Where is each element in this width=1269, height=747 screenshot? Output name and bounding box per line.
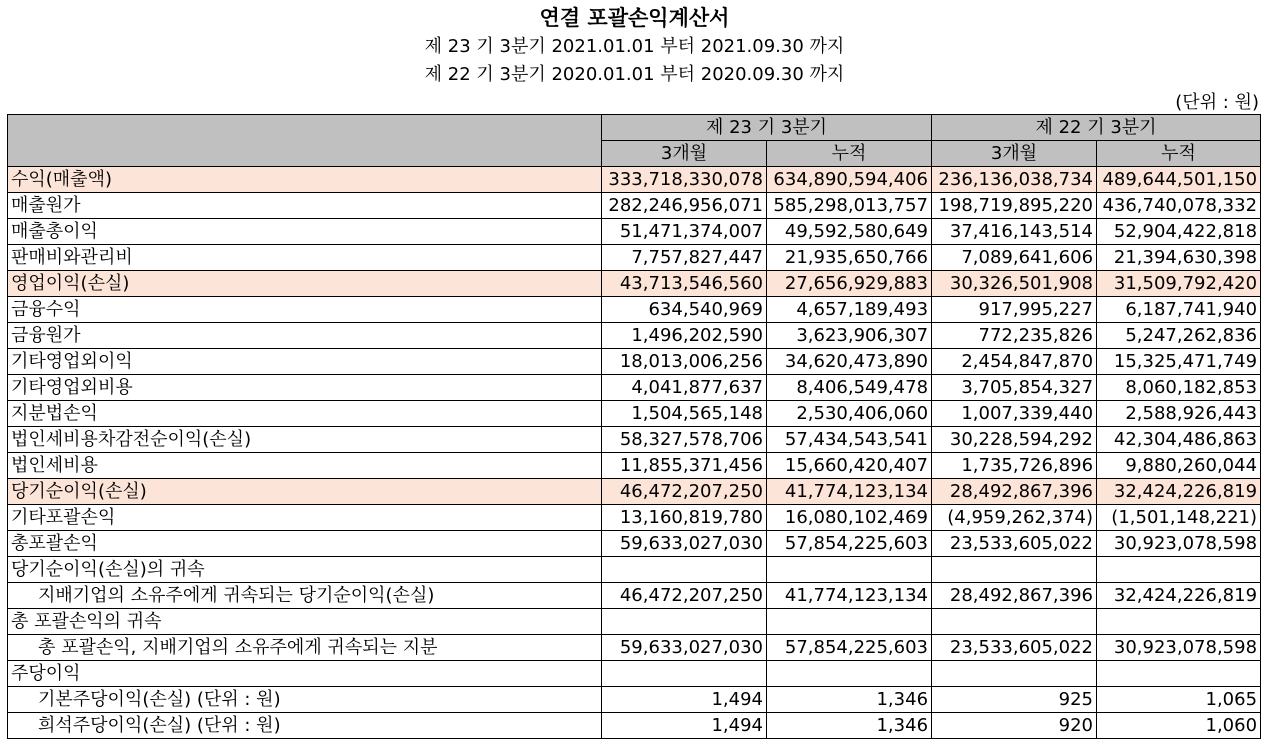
row-value: 634,540,969 [602,297,767,323]
row-value: 30,923,078,598 [1097,531,1261,557]
row-value: 13,160,819,780 [602,505,767,531]
row-value: 57,854,225,603 [767,635,932,661]
row-value: 2,454,847,870 [932,349,1097,375]
row-value: 6,187,741,940 [1097,297,1261,323]
row-label: 매출총이익 [8,219,602,245]
row-label: 법인세비용차감전순이익(손실) [8,427,602,453]
row-label: 수익(매출액) [8,167,602,193]
row-value: 59,633,027,030 [602,531,767,557]
table-row [8,245,1261,271]
row-value: 11,855,371,456 [602,453,767,479]
row-value [602,661,767,687]
row-value: 1,060 [1097,713,1261,739]
row-value: 21,935,650,766 [767,245,932,271]
row-value: 21,394,630,398 [1097,245,1261,271]
row-value: 585,298,013,757 [767,193,932,219]
row-value: 7,757,827,447 [602,245,767,271]
row-value [1097,661,1261,687]
row-value: 46,472,207,250 [602,479,767,505]
row-value: 1,346 [767,687,932,713]
row-label: 지배기업의 소유주에게 귀속되는 당기순이익(손실) [8,583,602,609]
row-value: 49,592,580,649 [767,219,932,245]
row-label: 기타영업외비용 [8,375,602,401]
row-label: 총 포괄손익의 귀속 [8,609,602,635]
row-value: 34,620,473,890 [767,349,932,375]
row-value: 32,424,226,819 [1097,583,1261,609]
table-row [8,401,1261,427]
row-value [767,609,932,635]
header-cumulative: 누적 [767,141,932,167]
row-value: 2,530,406,060 [767,401,932,427]
row-value: 59,633,027,030 [602,635,767,661]
row-value: 917,995,227 [932,297,1097,323]
row-value: 15,325,471,749 [1097,349,1261,375]
row-value: 28,492,867,396 [932,479,1097,505]
row-label: 희석주당이익(손실) (단위 : 원) [8,713,602,739]
row-value: 28,492,867,396 [932,583,1097,609]
row-label: 매출원가 [8,193,602,219]
table-row [8,479,1261,505]
income-statement-table [7,114,1261,739]
table-row [8,661,1261,687]
row-value: 1,496,202,590 [602,323,767,349]
row-value: 46,472,207,250 [602,583,767,609]
row-value: 1,735,726,896 [932,453,1097,479]
row-value: 333,718,330,078 [602,167,767,193]
row-value: 282,246,956,071 [602,193,767,219]
row-value: 57,434,543,541 [767,427,932,453]
row-value: 41,774,123,134 [767,583,932,609]
row-label: 기본주당이익(손실) (단위 : 원) [8,687,602,713]
table-row [8,713,1261,739]
table-row [8,687,1261,713]
row-value: 3,623,906,307 [767,323,932,349]
row-value: 15,660,420,407 [767,453,932,479]
row-label: 기타포괄손익 [8,505,602,531]
row-value: 18,013,006,256 [602,349,767,375]
table-row [8,167,1261,193]
header-current-period: 제 23 기 3분기 [602,115,932,141]
row-value: 30,326,501,908 [932,271,1097,297]
row-value: 436,740,078,332 [1097,193,1261,219]
row-label: 기타영업외이익 [8,349,602,375]
row-value [602,557,767,583]
row-value: 27,656,929,883 [767,271,932,297]
row-value: 1,007,339,440 [932,401,1097,427]
row-value: 925 [932,687,1097,713]
row-label: 금융수익 [8,297,602,323]
table-row [8,609,1261,635]
row-value: 41,774,123,134 [767,479,932,505]
row-label: 당기순이익(손실)의 귀속 [8,557,602,583]
row-value: 489,644,501,150 [1097,167,1261,193]
label-header [8,115,602,167]
row-value [932,557,1097,583]
row-value [932,609,1097,635]
row-value: 51,471,374,007 [602,219,767,245]
row-value: 3,705,854,327 [932,375,1097,401]
row-value [767,661,932,687]
row-value: 8,406,549,478 [767,375,932,401]
statement-title: 연결 포괄손익계산서 [539,6,730,30]
row-value: 23,533,605,022 [932,531,1097,557]
row-value: 8,060,182,853 [1097,375,1261,401]
table-row [8,635,1261,661]
table-row [8,297,1261,323]
table-row [8,453,1261,479]
row-label: 총포괄손익 [8,531,602,557]
table-row [8,219,1261,245]
header-3months: 3개월 [602,141,767,167]
row-value: 32,424,226,819 [1097,479,1261,505]
row-value: 772,235,826 [932,323,1097,349]
header-prior-period: 제 22 기 3분기 [932,115,1261,141]
row-value [602,609,767,635]
table-row [8,193,1261,219]
row-value: 634,890,594,406 [767,167,932,193]
row-value: 4,041,877,637 [602,375,767,401]
row-label: 금융원가 [8,323,602,349]
row-value: 52,904,422,818 [1097,219,1261,245]
table-row [8,427,1261,453]
header-3months: 3개월 [932,141,1097,167]
row-value: 30,923,078,598 [1097,635,1261,661]
row-value [932,661,1097,687]
row-value: 58,327,578,706 [602,427,767,453]
row-value: 920 [932,713,1097,739]
row-label: 총 포괄손익, 지배기업의 소유주에게 귀속되는 지분 [8,635,602,661]
header-cumulative: 누적 [1097,141,1261,167]
row-value: 30,228,594,292 [932,427,1097,453]
row-label: 주당이익 [8,661,602,687]
row-label: 영업이익(손실) [8,271,602,297]
row-value: 7,089,641,606 [932,245,1097,271]
row-value: 57,854,225,603 [767,531,932,557]
row-value: 9,880,260,044 [1097,453,1261,479]
row-value: 42,304,486,863 [1097,427,1261,453]
row-value: (4,959,262,374) [932,505,1097,531]
table-row [8,557,1261,583]
table-row [8,531,1261,557]
row-value: 16,080,102,469 [767,505,932,531]
row-value: 1,504,565,148 [602,401,767,427]
row-value: 1,346 [767,713,932,739]
row-value: 37,416,143,514 [932,219,1097,245]
unit-label: (단위 : 원) [1175,92,1259,113]
row-value: 23,533,605,022 [932,635,1097,661]
table-row [8,349,1261,375]
row-value: 5,247,262,836 [1097,323,1261,349]
table-row [8,323,1261,349]
table-row [8,505,1261,531]
row-value: 1,494 [602,713,767,739]
table-row [8,271,1261,297]
row-value: 236,136,038,734 [932,167,1097,193]
row-label: 법인세비용 [8,453,602,479]
row-value [1097,557,1261,583]
row-value [767,557,932,583]
row-value: 4,657,189,493 [767,297,932,323]
row-label: 지분법손익 [8,401,602,427]
row-value: 198,719,895,220 [932,193,1097,219]
row-value: 2,588,926,443 [1097,401,1261,427]
period-current: 제 23 기 3분기 2021.01.01 부터 2021.09.30 까지 [424,36,845,57]
table-row [8,583,1261,609]
row-value: 43,713,546,560 [602,271,767,297]
row-value: 1,065 [1097,687,1261,713]
row-label: 판매비와관리비 [8,245,602,271]
row-value: (1,501,148,221) [1097,505,1261,531]
row-value: 31,509,792,420 [1097,271,1261,297]
row-value: 1,494 [602,687,767,713]
row-value [1097,609,1261,635]
table-row [8,375,1261,401]
row-label: 당기순이익(손실) [8,479,602,505]
period-prior: 제 22 기 3분기 2020.01.01 부터 2020.09.30 까지 [424,64,845,85]
